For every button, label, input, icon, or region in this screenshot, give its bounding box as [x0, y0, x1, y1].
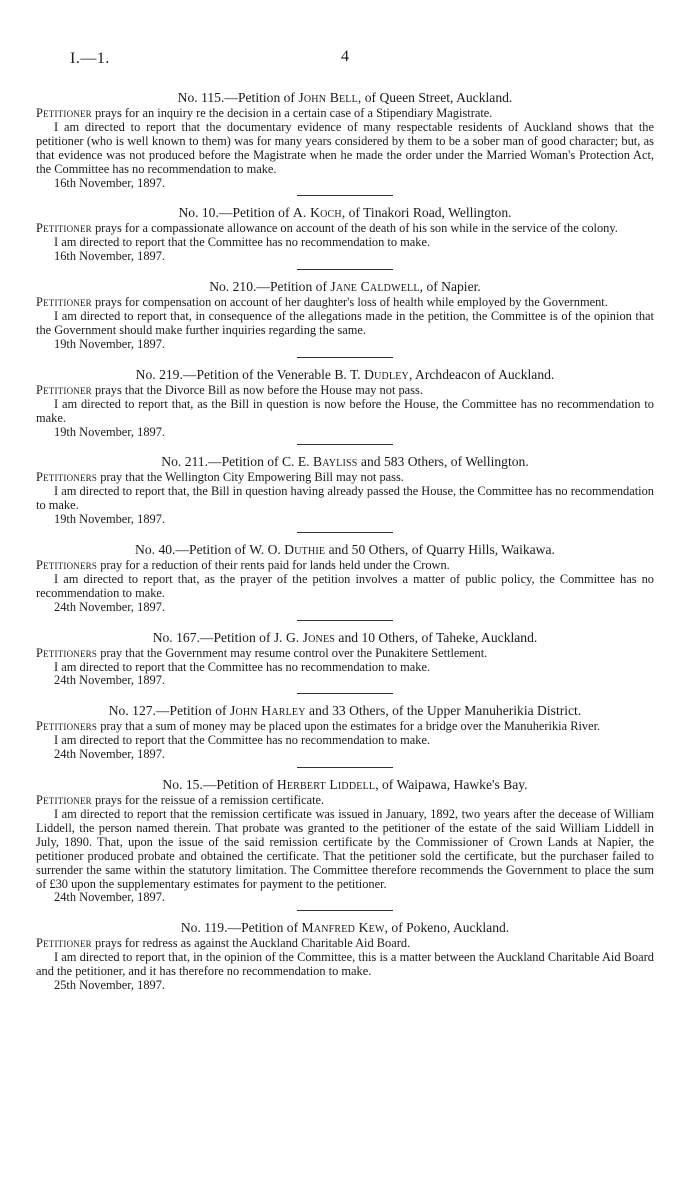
- petition-heading: [36, 279, 654, 294]
- petition-heading: [36, 542, 654, 557]
- petitioner-name: Jane Caldwell: [330, 279, 420, 295]
- petitioner-name: John Bell: [298, 90, 358, 105]
- prayer-text: prays that the Divorce Bill as now before the House may not pass.: [91, 382, 423, 397]
- petition-entry: [36, 703, 654, 762]
- committee-report: I am directed to report that, as the Bill in question is now before the House, the Committee has no recommendation to make.: [36, 396, 654, 425]
- petition-entry: [36, 542, 654, 615]
- prayer-lead: Petitioner: [36, 793, 92, 808]
- prayer-text: pray for a reduction of their rents paid for lands held under the Crown.: [97, 558, 450, 573]
- separator-rule: [297, 532, 393, 533]
- petition-entry: [36, 367, 654, 440]
- petition-entry: [36, 90, 654, 190]
- committee-report: I am directed to report that the Committee has no recommendation to make.: [54, 733, 431, 748]
- petition-prayer: [36, 296, 654, 310]
- petitioner-name: Bayliss: [312, 454, 358, 470]
- petition-heading: [36, 205, 654, 220]
- heading-prefix: No. 127.—Petition of: [108, 703, 230, 719]
- document-reference: I.—1.: [70, 50, 110, 67]
- report-date: 24th November, 1897.: [54, 599, 166, 614]
- report-date: 24th November, 1897.: [54, 673, 166, 688]
- committee-report: I am directed to report that the Committee has no recommendation to make.: [54, 235, 431, 250]
- prayer-lead: Petitioner: [36, 936, 92, 951]
- heading-suffix: , of Napier.: [419, 279, 481, 295]
- petition-entry: [36, 630, 654, 689]
- heading-prefix: No. 15.—Petition of: [162, 777, 277, 793]
- petition-heading: [36, 454, 654, 469]
- petitioner-name: Dudley: [364, 366, 409, 382]
- separator-rule: [297, 620, 393, 621]
- prayer-text: pray that the Government may resume control over the Punakitere Settlement.: [97, 645, 488, 660]
- heading-prefix: No. 10.—Petition of: [178, 205, 293, 221]
- report-date: 16th November, 1897.: [54, 249, 166, 264]
- report-date: 24th November, 1897.: [54, 747, 166, 762]
- prayer-lead: Petitioner: [36, 295, 92, 310]
- page-header: [36, 0, 654, 90]
- heading-prefix: No. 167.—Petition of J. G.: [152, 629, 303, 645]
- heading-suffix: and 33 Others, of the Upper Manuherikia District.: [305, 703, 582, 719]
- petitioner-name: Jones: [302, 629, 336, 645]
- separator-rule: [297, 269, 393, 270]
- separator-rule: [297, 693, 393, 694]
- heading-suffix: and 10 Others, of Taheke, Auckland.: [335, 629, 538, 645]
- prayer-text: prays for compensation on account of her daughter's loss of health while employed by the Government.: [91, 295, 608, 310]
- heading-suffix: , of Tinakori Road, Wellington.: [341, 205, 512, 221]
- committee-report: I am directed to report that the Committee has no recommendation to make.: [54, 659, 431, 674]
- prayer-text: prays for the reissue of a remission certificate.: [91, 793, 325, 808]
- prayer-text: pray that the Wellington City Empowering Bill may not pass.: [97, 470, 404, 485]
- prayer-lead: Petitioner: [36, 106, 92, 120]
- petitioner-name: Herbert Liddell: [276, 777, 376, 793]
- heading-prefix: No. 40.—Petition of W. O.: [135, 542, 285, 558]
- petition-entry: [36, 777, 654, 905]
- committee-report: I am directed to report that, as the prayer of the petition involves a matter of public policy, the Committee has no recommendation to make.: [36, 571, 654, 600]
- petition-heading: [36, 703, 654, 718]
- heading-suffix: , Archdeacon of Auckland.: [408, 366, 555, 382]
- petition-prayer: [36, 794, 654, 808]
- page-number: 4: [341, 48, 349, 65]
- petition-entry: [36, 279, 654, 352]
- committee-report: I am directed to report that, the Bill in question having already passed the House, the Committee has no recommendation to make.: [36, 484, 654, 513]
- heading-suffix: , of Waipawa, Hawke's Bay.: [375, 777, 528, 793]
- heading-suffix: , of Queen Street, Auckland.: [357, 90, 513, 105]
- petition-heading: [36, 777, 654, 792]
- prayer-lead: Petitioner: [36, 382, 92, 397]
- petition-prayer: [36, 222, 654, 236]
- prayer-text: prays for an inquiry re the decision in a certain case of a Stipendiary Magistrate.: [91, 106, 493, 120]
- petitioner-name: Manfred Kew: [301, 920, 385, 936]
- separator-rule: [297, 444, 393, 445]
- petition-prayer: [36, 471, 654, 485]
- report-date: 19th November, 1897.: [54, 336, 166, 351]
- petitioner-name: John Harley: [229, 703, 306, 719]
- committee-report: I am directed to report that the documentary evidence of many respectable residents of Auckland shows that the petitioner (who is well known to them) was for many years considered by them to be a sober man of good character; but, as that evidence was not produced before the Magistrate when he made the order under the Married Woman's Protection Act, the Committee has no recommendation to make.: [36, 119, 654, 176]
- petition-prayer: [36, 384, 654, 398]
- petitioner-name: A. Koch: [292, 205, 342, 221]
- report-date: 19th November, 1897.: [54, 512, 166, 527]
- report-date: 24th November, 1897.: [54, 890, 166, 905]
- petition-entry: [36, 920, 654, 993]
- committee-report: I am directed to report that, in the opinion of the Committee, this is a matter between the Auckland Charitable Aid Board and the petitioner, and it has therefore no recommendation to make.: [36, 950, 654, 979]
- prayer-text: prays for a compassionate allowance on account of the death of his son while in the service of the colony.: [91, 221, 618, 236]
- prayer-text: prays for redress as against the Auckland Charitable Aid Board.: [91, 936, 411, 951]
- heading-prefix: No. 210.—Petition of: [209, 279, 331, 295]
- petition-heading: [36, 367, 654, 382]
- prayer-lead: Petitioners: [36, 719, 98, 734]
- petition-entry: [36, 205, 654, 264]
- petition-prayer: [36, 720, 654, 734]
- separator-rule: [297, 357, 393, 358]
- separator-rule: [297, 767, 393, 768]
- separator-rule: [297, 910, 393, 911]
- heading-suffix: , of Pokeno, Auckland.: [384, 920, 510, 936]
- petition-heading: [36, 920, 654, 935]
- petition-heading: [36, 630, 654, 645]
- petition-prayer: [36, 559, 654, 573]
- prayer-lead: Petitioners: [36, 470, 98, 485]
- petition-prayer: [36, 107, 654, 121]
- petition-list: [36, 90, 654, 993]
- petition-entry: [36, 454, 654, 527]
- heading-prefix: No. 115.—Petition of: [177, 90, 299, 105]
- petition-prayer: [36, 937, 654, 951]
- petition-heading: [36, 90, 654, 105]
- prayer-lead: Petitioners: [36, 645, 98, 660]
- report-date: 19th November, 1897.: [54, 424, 166, 439]
- prayer-text: pray that a sum of money may be placed upon the estimates for a bridge over the Manuherikia River.: [97, 719, 601, 734]
- prayer-lead: Petitioners: [36, 558, 98, 573]
- petition-prayer: [36, 647, 654, 661]
- prayer-lead: Petitioner: [36, 221, 92, 236]
- heading-prefix: No. 219.—Petition of the Venerable B. T.: [135, 366, 365, 382]
- heading-prefix: No. 119.—Petition of: [180, 920, 302, 936]
- committee-report: I am directed to report that the remission certificate was issued in January, 1892, two years after the decease of William Liddell, the person named therein. That probate was granted to the petitioner of the estate of the said William Liddell in July, 1890. That, upon the issue of the said remission certificate by the Commissioner of Crown Lands at Napier, the petitioner produced probate and obtained the certificate. That the petitioner sold the certificate, but the purchaser failed to surrender the same within the statutory limitation. The Committee therefore recommends the Government to place the sum of £30 upon the supplementary estimates for payment to the petitioner.: [36, 807, 654, 891]
- report-date: 16th November, 1897.: [54, 175, 166, 190]
- heading-suffix: and 583 Others, of Wellington.: [357, 454, 529, 470]
- petitioner-name: Duthie: [284, 542, 326, 558]
- heading-suffix: and 50 Others, of Quarry Hills, Waikawa.: [325, 542, 555, 558]
- report-date: 25th November, 1897.: [54, 978, 166, 993]
- committee-report: I am directed to report that, in consequence of the allegations made in the petition, the Committee is of the opinion that the Government should make further inquiries regarding the same.: [36, 309, 654, 337]
- heading-prefix: No. 211.—Petition of C. E.: [161, 454, 313, 470]
- separator-rule: [297, 195, 393, 196]
